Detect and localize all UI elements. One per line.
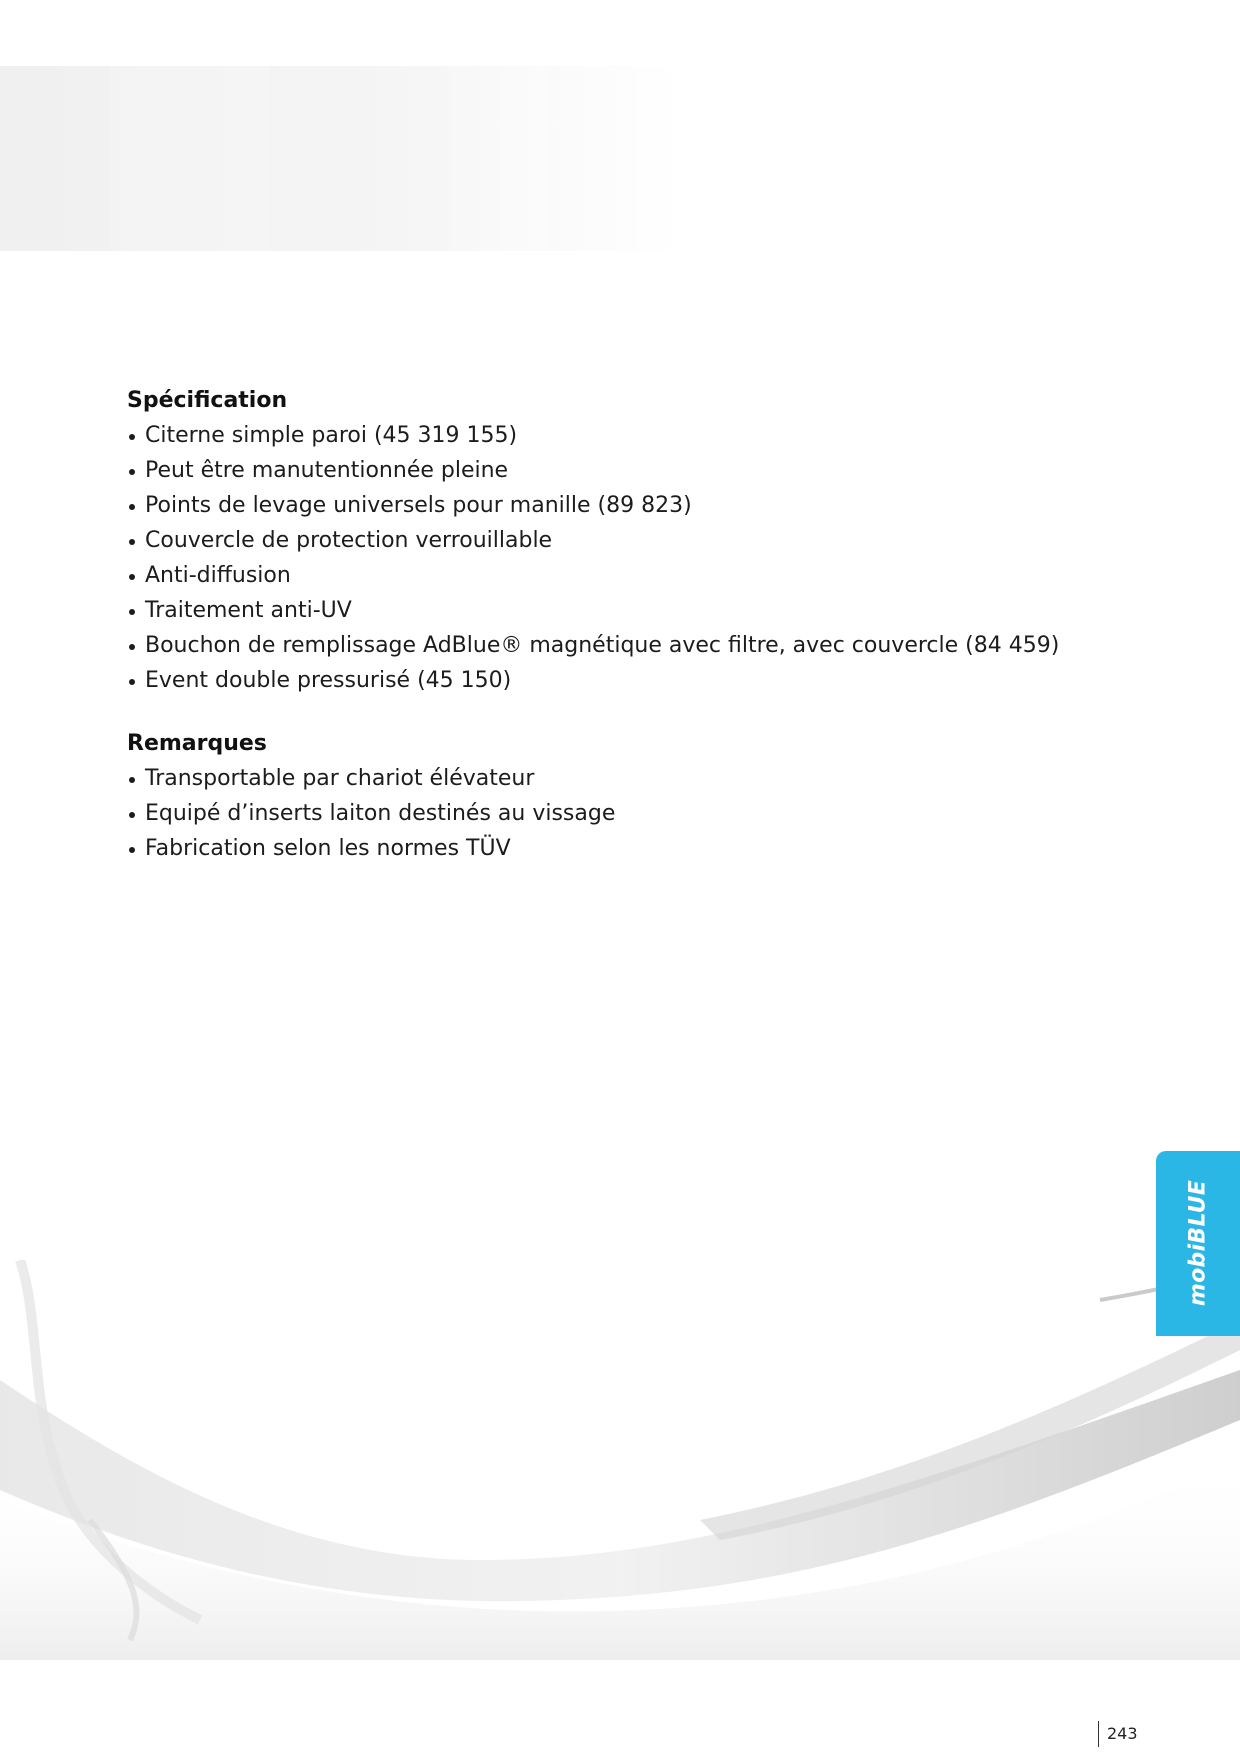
list-item: Transportable par chariot élévateur [127, 761, 1027, 796]
specification-list [127, 418, 1060, 698]
remarques-list [127, 761, 1027, 866]
remarques-title: Remarques [127, 731, 267, 756]
remarques-section [127, 727, 1027, 866]
header-photo-segment [450, 66, 550, 251]
list-item: Event double pressurisé (45 150) [127, 663, 1027, 698]
specification-title: Spécification [127, 388, 288, 413]
specification-section [127, 384, 1060, 698]
list-item: Peut être manutentionnée pleine [127, 453, 1027, 488]
list-item: Citerne simple paroi (45 319 155) [127, 418, 1027, 453]
page-number: 243 [1098, 1721, 1138, 1747]
section-tab [1156, 1151, 1240, 1336]
list-item: Fabrication selon les normes TÜV [127, 831, 1027, 866]
list-item: Points de levage universels pour manille (89 823) [127, 488, 1027, 523]
product-details [127, 384, 1060, 866]
list-item: Traitement anti-UV [127, 593, 1027, 628]
water-splash-decoration [0, 1260, 1240, 1660]
header-photo-band [0, 66, 680, 251]
header-photo-segment [110, 66, 270, 251]
list-item: Anti-diffusion [127, 558, 1027, 593]
list-item: Bouchon de remplissage AdBlue® magnétique avec filtre, avec couvercle (84 459) [127, 628, 1027, 663]
section-tab-label: mobiBLUE [1185, 1179, 1211, 1307]
list-item: Couvercle de protection verrouillable [127, 523, 1027, 558]
list-item: Equipé d’inserts laiton destinés au vissage [127, 796, 1027, 831]
